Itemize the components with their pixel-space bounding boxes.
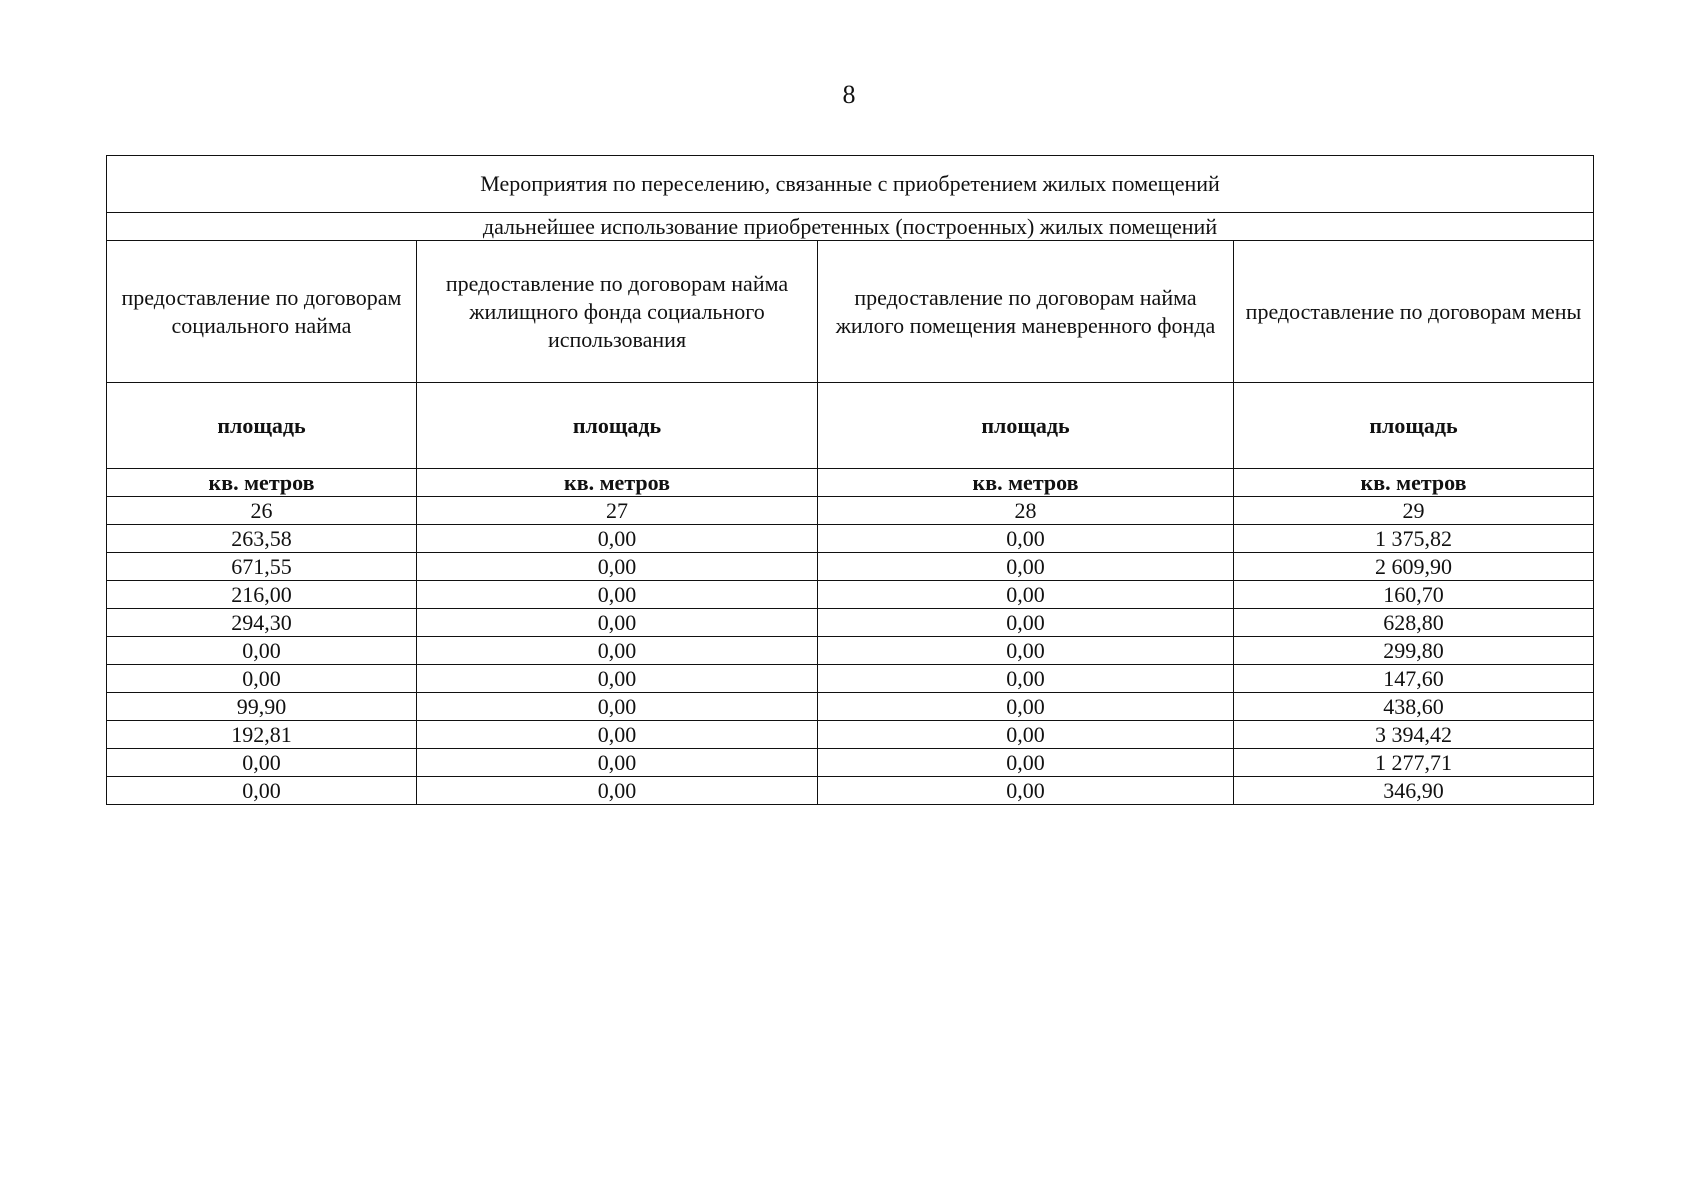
table-row — [107, 609, 1594, 637]
table-cell: 0,00 — [417, 777, 818, 805]
table-cell: 1 277,71 — [1234, 749, 1594, 777]
column-number: 27 — [417, 497, 818, 525]
table-cell: 1 375,82 — [1234, 525, 1594, 553]
table-cell: 3 394,42 — [1234, 721, 1594, 749]
table-cell: 192,81 — [107, 721, 417, 749]
table-cell: 0,00 — [818, 525, 1234, 553]
table-cell: 0,00 — [818, 777, 1234, 805]
unit-label: кв. метров — [417, 469, 818, 497]
table-cell: 0,00 — [818, 637, 1234, 665]
table-cell: 438,60 — [1234, 693, 1594, 721]
table-cell: 0,00 — [818, 749, 1234, 777]
table-title: Мероприятия по переселению, связанные с приобретением жилых помещений — [107, 156, 1594, 213]
column-header-social-use-rent: предоставление по договорам найма жилищного фонда социального использования — [417, 241, 818, 383]
area-label: площадь — [1234, 383, 1594, 469]
table-row — [107, 721, 1594, 749]
unit-label: кв. метров — [1234, 469, 1594, 497]
table-cell: 0,00 — [818, 581, 1234, 609]
table-cell: 294,30 — [107, 609, 417, 637]
table-cell: 0,00 — [107, 777, 417, 805]
area-label: площадь — [818, 383, 1234, 469]
page-number: 8 — [842, 80, 856, 109]
table-cell: 0,00 — [818, 721, 1234, 749]
table-cell: 0,00 — [417, 721, 818, 749]
table-cell: 0,00 — [417, 609, 818, 637]
table-cell: 0,00 — [417, 553, 818, 581]
table-cell: 147,60 — [1234, 665, 1594, 693]
table-cell: 216,00 — [107, 581, 417, 609]
table-row — [107, 777, 1594, 805]
unit-label: кв. метров — [818, 469, 1234, 497]
column-header-social-rent: предоставление по договорам социального найма — [107, 241, 417, 383]
table-cell: 0,00 — [107, 665, 417, 693]
table-cell: 263,58 — [107, 525, 417, 553]
table-cell: 2 609,90 — [1234, 553, 1594, 581]
unit-label: кв. метров — [107, 469, 417, 497]
column-header-maneuver-fund: предоставление по договорам найма жилого помещения маневренного фонда — [818, 241, 1234, 383]
column-number: 26 — [107, 497, 417, 525]
table-cell: 160,70 — [1234, 581, 1594, 609]
table-cell: 0,00 — [818, 693, 1234, 721]
table-cell: 0,00 — [417, 665, 818, 693]
table-cell: 299,80 — [1234, 637, 1594, 665]
table-row — [107, 553, 1594, 581]
table-cell: 0,00 — [417, 525, 818, 553]
table-row — [107, 525, 1594, 553]
table-row — [107, 693, 1594, 721]
table-cell: 0,00 — [818, 665, 1234, 693]
table-cell: 0,00 — [417, 637, 818, 665]
table-cell: 0,00 — [818, 609, 1234, 637]
table-cell: 0,00 — [107, 749, 417, 777]
table-cell: 671,55 — [107, 553, 417, 581]
table-cell: 0,00 — [417, 581, 818, 609]
table-row — [107, 581, 1594, 609]
table-row — [107, 665, 1594, 693]
column-number: 28 — [818, 497, 1234, 525]
table-cell: 0,00 — [107, 637, 417, 665]
resettlement-table — [106, 155, 1594, 805]
column-number: 29 — [1234, 497, 1594, 525]
table-cell: 99,90 — [107, 693, 417, 721]
table-cell: 0,00 — [818, 553, 1234, 581]
area-label: площадь — [417, 383, 818, 469]
area-label: площадь — [107, 383, 417, 469]
column-header-exchange: предоставление по договорам мены — [1234, 241, 1594, 383]
table-cell: 0,00 — [417, 749, 818, 777]
table-cell: 0,00 — [417, 693, 818, 721]
table-row — [107, 749, 1594, 777]
table-cell: 346,90 — [1234, 777, 1594, 805]
table-cell: 628,80 — [1234, 609, 1594, 637]
table-subtitle: дальнейшее использование приобретенных (построенных) жилых помещений — [107, 213, 1594, 241]
table-row — [107, 637, 1594, 665]
